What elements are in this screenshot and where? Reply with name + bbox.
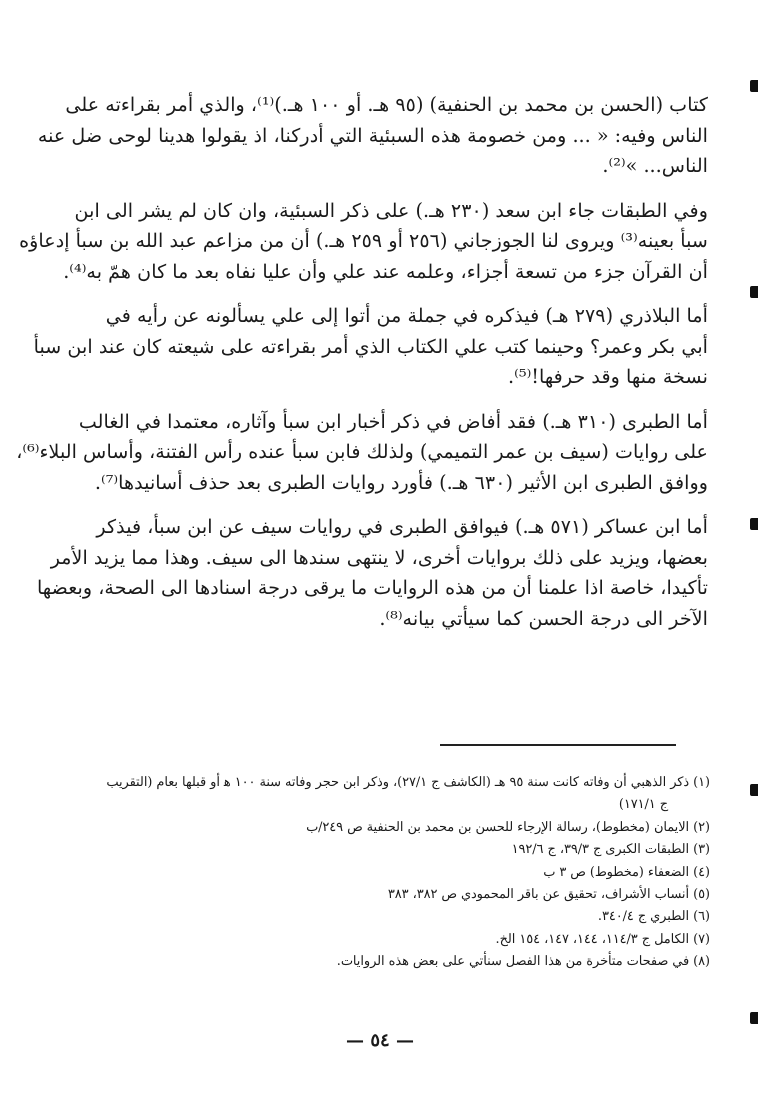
text-line: وفي الطبقات جاء ابن سعد (٢٣٠ هـ.) على ذكر السبئية، وان كان لم يشر الى ابن xyxy=(74,198,708,222)
footnote: (٤) الضعفاء (مخطوط) ص ٣ ب xyxy=(543,864,710,880)
page-number: — ٥٤ — xyxy=(346,1030,414,1051)
scan-edge-mark xyxy=(750,80,758,92)
text-line: بعضها، ويزيد على ذلك بروايات أخرى، لا ينتهى سندها الى سيف. وهذا مما يزيد الأمر xyxy=(50,545,708,569)
footnote-separator xyxy=(440,744,676,746)
paragraph xyxy=(16,407,708,499)
text-line: أبي بكر وعمر؟ وحينما كتب علي الكتاب الذي أمر بقراءته على شيعته كان عند ابن سبأ xyxy=(33,334,708,358)
text-line: أما الطبرى (٣١٠ هـ.) فقد أفاض في ذكر أخبار ابن سبأ وآثاره، معتمدا في الغالب xyxy=(78,409,708,433)
text-line: الآخر الى درجة الحسن كما سيأتي بيانه⁽⁸⁾. xyxy=(379,606,708,630)
footnote: (٣) الطبقات الكبرى ج ٣٩/٣، ج ١٩٢/٦ xyxy=(511,842,710,858)
text-line: أن القرآن جزء من تسعة أجزاء، وعلمه عند علي وأن عليا نفاه بعد ما كان همّ به⁽⁴⁾. xyxy=(63,259,708,283)
text-line: ووافق الطبرى ابن الأثير (٦٣٠ هـ.) فأورد روايات الطبرى بعد حذف أسانيدها⁽⁷⁾. xyxy=(94,470,708,494)
scan-edge-mark xyxy=(750,286,758,298)
text-line: كتاب (الحسن بن محمد بن الحنفية) (٩٥ هـ. أو ١٠٠ هـ.)⁽¹⁾، والذي أمر بقراءته على xyxy=(65,93,708,116)
text-line: نسخة منها وقد حرفها!⁽⁵⁾. xyxy=(508,365,708,388)
text-line: أما ابن عساكر (٥٧١ هـ.) فيوافق الطبرى في روايات سيف عن ابن سبأ، فيذكر xyxy=(96,515,708,538)
footnote: (٦) الطبري ج ٣٤٠/٤. xyxy=(597,909,710,925)
paragraph xyxy=(33,301,708,393)
footnote: (٥) أنساب الأشراف، تحقيق عن باقر المحمودي ص ٣٨٢، ٣٨٣ xyxy=(387,887,710,903)
footnote: (٢) الايمان (مخطوط)، رسالة الإرجاء للحسن بن محمد بن الحنفية ص ٢٤٩/ب xyxy=(306,819,710,835)
paragraph xyxy=(19,196,708,288)
footnote: (٨) في صفحات متأخرة من هذا الفصل سنأتي على بعض هذه الروايات. xyxy=(336,954,710,970)
text-line: سبأ بعينه⁽³⁾ ويروى لنا الجوزجاني (٢٥٦ أو ٢٥٩ هـ.) أن من مزاعم عبد الله بن سبأ إدعاؤه xyxy=(19,229,708,252)
paragraph xyxy=(36,512,708,634)
scan-edge-mark xyxy=(750,518,758,530)
footnote: (١) ذكر الذهبي أن وفاته كانت سنة ٩٥ هـ (الكاشف ج ٢٧/١)، وذكر ابن حجر وفاته سنة ١٠٠ ﻫ أو قبلها بعام (التقريب xyxy=(106,775,710,790)
footnotes xyxy=(90,772,710,974)
text-line: أما البلاذري (٢٧٩ هـ) فيذكره في جملة من أتوا إلى علي يسألونه عن رأيه في xyxy=(105,304,708,327)
footnote-continuation: ج ١٧١/١) xyxy=(618,797,668,813)
text-line: تأكيدا، خاصة اذا علمنا أن من هذه الروايات ما يرقى درجة اسنادها الى الصحة، وبعضها xyxy=(36,576,708,599)
scan-edge-mark xyxy=(750,784,758,796)
text-line: الناس... »⁽²⁾. xyxy=(602,154,708,177)
scan-edge-mark xyxy=(750,1012,758,1024)
text-line: على روايات (سيف بن عمر التميمي) ولذلك فابن سبأ عنده رأس الفتنة، وأساس البلاء⁽⁶⁾، xyxy=(16,440,708,463)
text-line: الناس وفيه: « ... ومن خصومة هذه السبئية التي أدركنا، اذ يقولوا هدينا لوحى ضل عنه xyxy=(37,123,708,147)
paragraph xyxy=(37,90,708,182)
main-text xyxy=(16,90,708,648)
footnote: (٧) الكامل ج ١١٤/٣، ١٤٤، ١٤٧، ١٥٤ الخ. xyxy=(495,931,710,947)
